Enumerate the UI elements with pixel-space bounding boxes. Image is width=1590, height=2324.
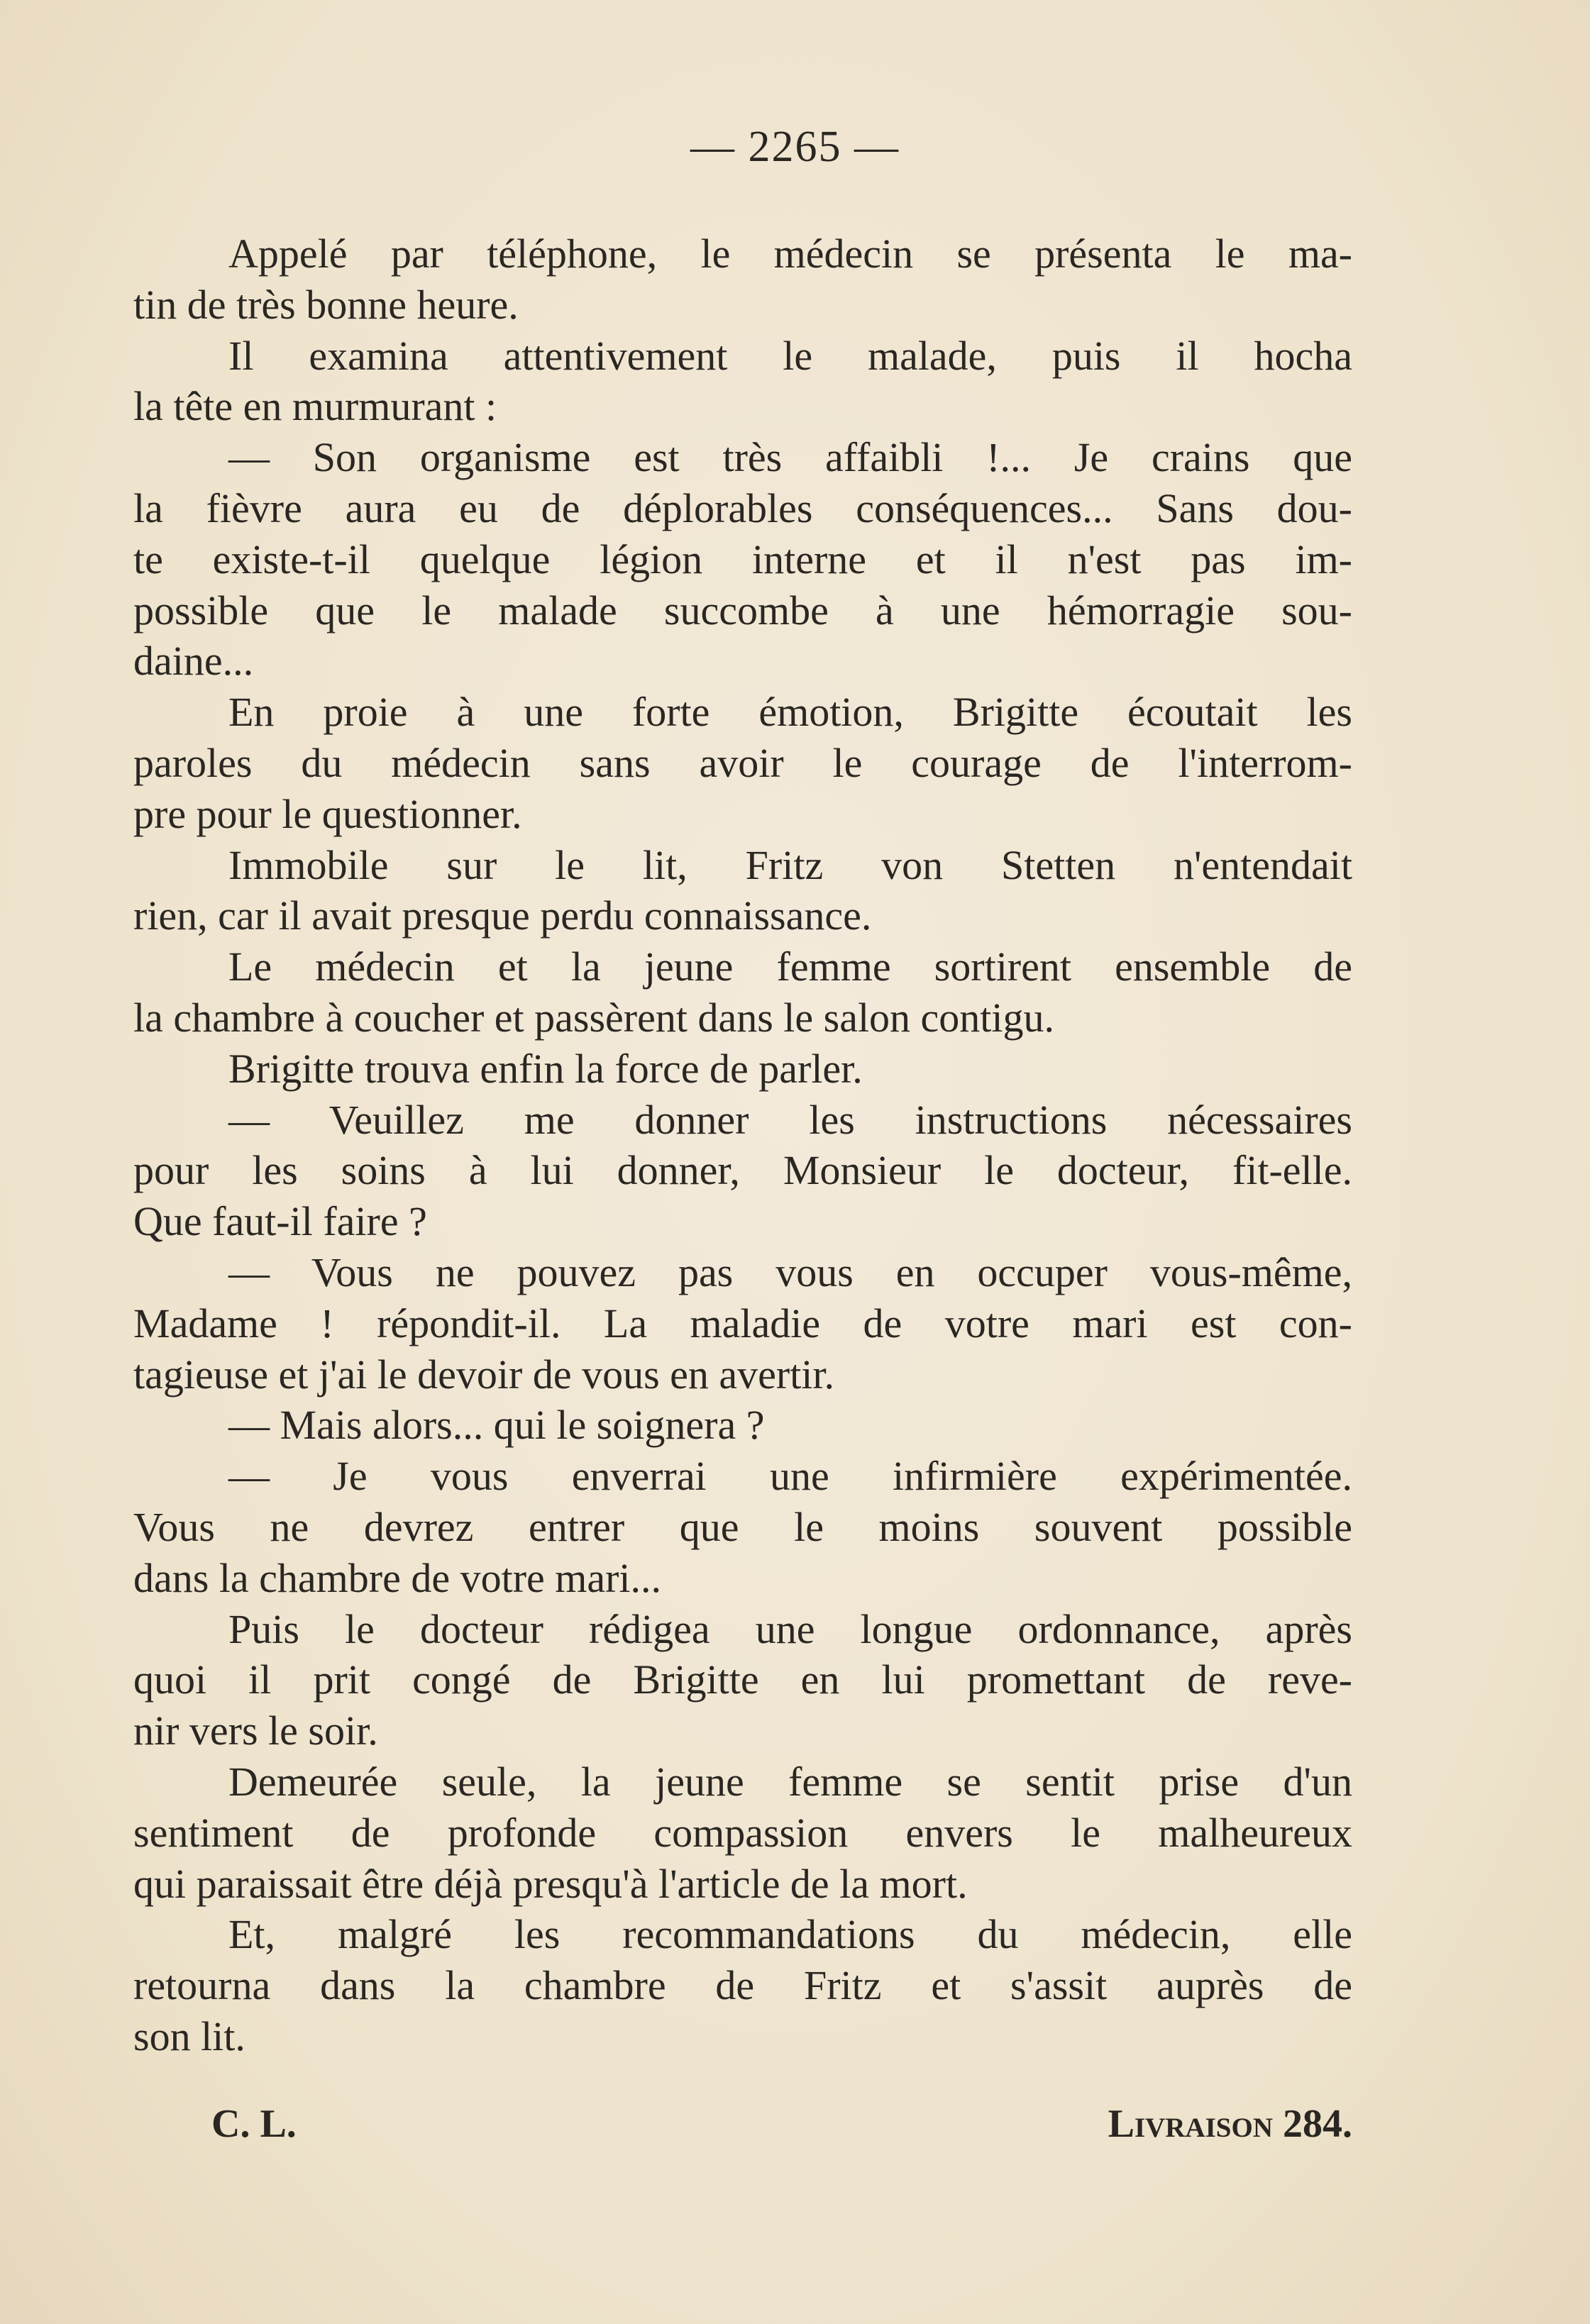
text-line: retourna dans la chambre de Fritz et s'assit auprès de <box>133 1962 1352 2009</box>
printer-signature: C. L. <box>211 2102 297 2146</box>
text-line: quoi il prit congé de Brigitte en lui promettant de reve- <box>133 1656 1352 1703</box>
text-line: Le médecin et la jeune femme sortirent ensemble de <box>228 944 1352 990</box>
page-footer <box>133 2101 1352 2158</box>
text-line: possible que le malade succombe à une hémorragie sou- <box>133 587 1352 633</box>
text-line: tin de très bonne heure. <box>133 281 519 328</box>
text-line: Madame ! répondit-il. La maladie de votre mari est con- <box>133 1300 1352 1346</box>
page-number: — 2265 — <box>690 123 900 171</box>
text-line: la tête en murmurant : <box>133 383 497 430</box>
text-line: qui paraissait être déjà presqu'à l'article de la mort. <box>133 1860 968 1907</box>
text-line: la chambre à coucher et passèrent dans le salon contigu. <box>133 994 1055 1041</box>
text-line: Vous ne devrez entrer que le moins souvent possible <box>133 1503 1352 1550</box>
body-text <box>133 228 1352 2062</box>
text-line: tagieuse et j'ai le devoir de vous en avertir. <box>133 1351 835 1398</box>
text-line: — Vous ne pouvez pas vous en occuper vous-même, <box>228 1249 1352 1295</box>
text-line: Appelé par téléphone, le médecin se présenta le ma- <box>228 231 1352 277</box>
text-line: En proie à une forte émotion, Brigitte écoutait les <box>228 689 1352 736</box>
text-line: dans la chambre de votre mari... <box>133 1554 662 1601</box>
text-line: Puis le docteur rédigea une longue ordonnance, après <box>228 1605 1352 1652</box>
text-line: — Mais alors... qui le soignera ? <box>228 1402 765 1449</box>
text-line: daine... <box>133 638 254 685</box>
text-line: Et, malgré les recommandations du médecin, elle <box>228 1911 1352 1958</box>
text-line: Immobile sur le lit, Fritz von Stetten n'entendait <box>228 841 1352 888</box>
text-line: — Je vous enverrai une infirmière expérimentée. <box>228 1453 1352 1500</box>
text-line: Demeurée seule, la jeune femme se sentit prise d'un <box>228 1758 1352 1805</box>
text-line: pre pour le questionner. <box>133 790 522 837</box>
text-line: sentiment de profonde compassion envers le malheureux <box>133 1809 1352 1856</box>
text-line: Il examina attentivement le malade, puis il hocha <box>228 332 1352 379</box>
text-line: pour les soins à lui donner, Monsieur le docteur, fit-elle. <box>133 1147 1352 1194</box>
text-line: nir vers le soir. <box>133 1708 378 1754</box>
livraison-number: Livraison 284. <box>1108 2102 1352 2146</box>
text-line: te existe-t-il quelque légion interne et il n'est pas im- <box>133 536 1352 582</box>
text-line: Brigitte trouva enfin la force de parler. <box>228 1045 863 1092</box>
text-line: Que faut-il faire ? <box>133 1198 427 1245</box>
text-line: — Son organisme est très affaibli !... Je crains que <box>228 434 1352 481</box>
text-line: la fièvre aura eu de déplorables conséquences... Sans dou- <box>133 485 1352 531</box>
text-line: paroles du médecin sans avoir le courage de l'interrom- <box>133 739 1352 786</box>
text-line: rien, car il avait presque perdu connaissance. <box>133 892 872 939</box>
text-line: — Veuillez me donner les instructions nécessaires <box>228 1096 1352 1143</box>
text-line: son lit. <box>133 2013 245 2059</box>
